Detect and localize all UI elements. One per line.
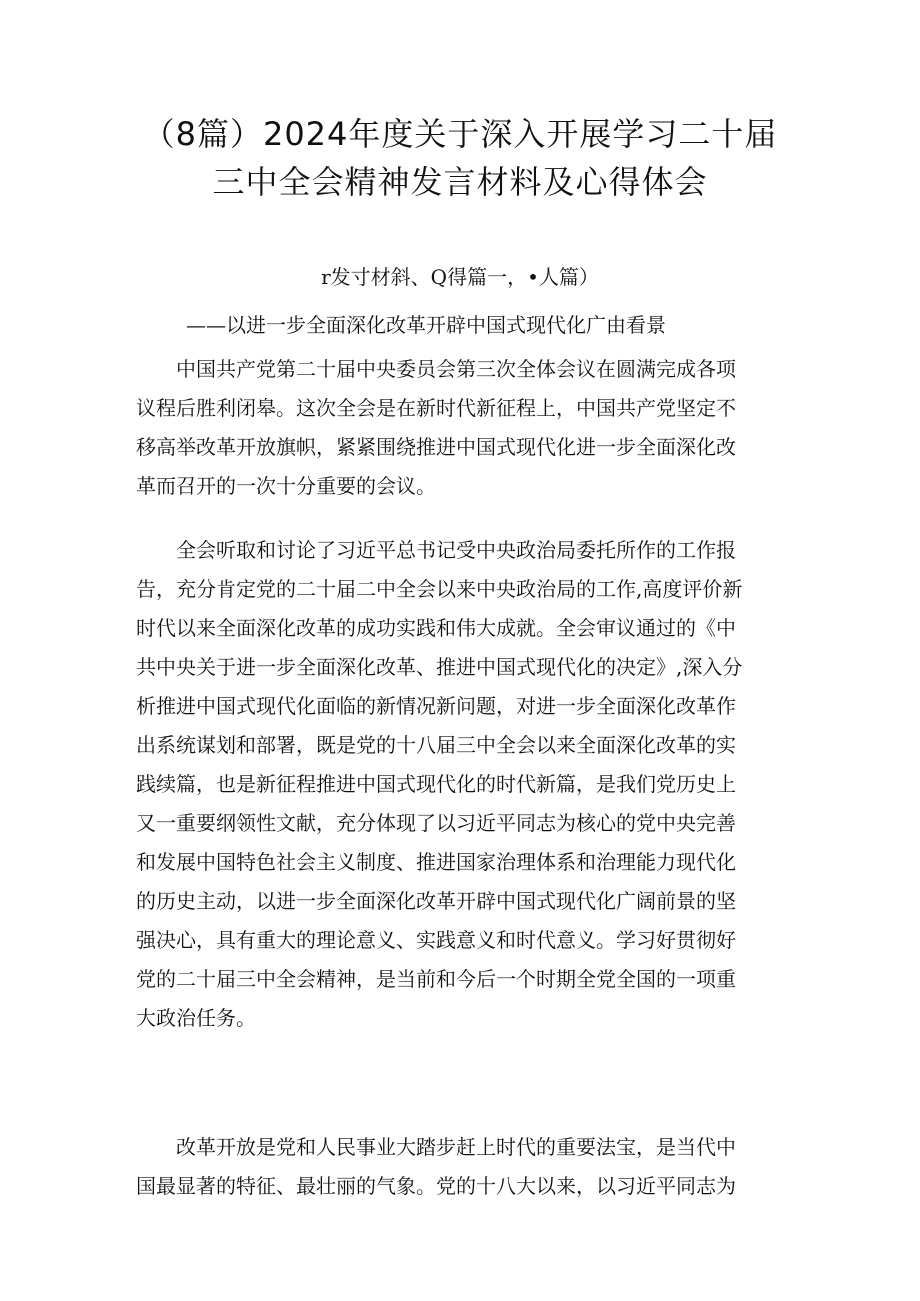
paragraph-line: 出系统谋划和部署，既是党的十八届三中全会以来全面深化改革的实	[136, 733, 736, 757]
paragraph-line: 大政治任务。	[136, 1006, 256, 1030]
document-subtitle: ——以进一步全面深化改革开辟中国式现代化广由看景	[186, 313, 666, 337]
paragraph-line: 移高举改革开放旗帜，紧紧围绕推进中国式现代化进一步全面深化改	[136, 435, 736, 459]
paragraph-line: 践续篇，也是新征程推进中国式现代化的时代新篇，是我们党历史上	[136, 772, 736, 796]
document-subheading: r发寸材斜、Q得篇一，•人篇）	[321, 265, 599, 289]
document-title-line-2: 三中全会精神发言材料及心得体会	[212, 163, 708, 201]
paragraph-line: 时代以来全面深化改革的成功实践和伟大成就。全会审议通过的《中	[136, 616, 736, 640]
paragraph-line: 析推进中国式现代化面临的新情况新问题，对进一步全面深化改革作	[136, 694, 736, 718]
paragraph-line: 强决心，具有重大的理论意义、实践意义和时代意义。学习好贯彻好	[136, 928, 736, 952]
paragraph-2	[136, 531, 788, 1038]
paragraph-line: 告，充分肯定党的二十届二中全会以来中央政治局的工作,高度评价新	[136, 577, 743, 601]
paragraph-1	[136, 350, 788, 506]
paragraph-line: 改革开放是党和人民事业大踏步赶上时代的重要法宝，是当代中	[136, 1135, 736, 1159]
document-title-line-1: （8篇）2024年度关于深入开展学习二十届	[142, 115, 778, 153]
paragraph-line: 和发展中国特色社会主义制度、推进国家治理体系和治理能力现代化	[136, 850, 736, 874]
paragraph-line: 议程后胜利闭皋。这次全会是在新时代新征程上，中国共产党坚定不	[136, 396, 736, 420]
paragraph-line: 共中央关于进一步全面深化改革、推进中国式现代化的决定》,深入分	[136, 655, 743, 679]
paragraph-3	[136, 1128, 788, 1206]
paragraph-line: 党的二十届三中全会精神，是当前和今后一个时期全党全国的一项重	[136, 967, 736, 991]
paragraph-line: 国最显著的特征、最壮丽的气象。党的十八大以来，以习近平同志为	[136, 1174, 736, 1198]
paragraph-line: 的历史主动，以进一步全面深化改革开辟中国式现代化广阔前景的坚	[136, 889, 736, 913]
paragraph-line: 中国共产党第二十届中央委员会第三次全体会议在圆满完成各项	[136, 357, 736, 381]
paragraph-line: 革而召开的一次十分重要的会议。	[136, 474, 436, 498]
paragraph-line: 全会听取和讨论了习近平总书记受中央政治局委托所作的工作报	[136, 538, 736, 562]
paragraph-line: 又一重要纲领性文献，充分体现了以习近平同志为核心的党中央完善	[136, 811, 736, 835]
